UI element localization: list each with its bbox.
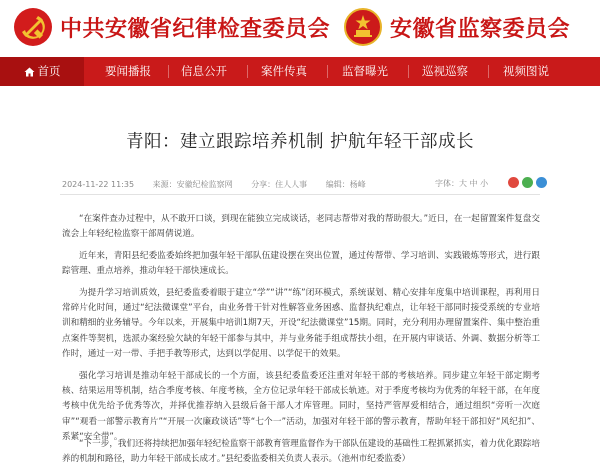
article-paragraph: “在案件查办过程中，从不敢开口谈，到现在能独立完成谈话，老同志帮带对我的帮助很大。”近日，在一起留置案件复盘交流会上年轻纪检监察干部周倩说道。: [62, 214, 540, 240]
font-size-medium[interactable]: 中: [469, 179, 478, 188]
article-meta: [62, 179, 382, 190]
font-size-control: [435, 178, 488, 189]
meta-divider: [60, 194, 540, 195]
nav-news[interactable]: 要闻播报: [105, 64, 151, 78]
font-size-large[interactable]: 大: [459, 179, 467, 188]
article-title: 青阳：建立跟踪培养机制 护航年轻干部成长: [125, 132, 475, 152]
font-size-label: 字体：: [435, 179, 459, 188]
discipline-commission-title: 中共安徽省纪律检查委员会: [60, 16, 331, 42]
home-icon: [24, 67, 35, 77]
article-source: 来源：安徽纪检监察网: [152, 180, 233, 189]
wechat-icon[interactable]: [522, 177, 533, 188]
article-editor: 编辑：杨峰: [325, 180, 366, 189]
main-nav: [0, 57, 600, 86]
nav-info-disclosure[interactable]: 信息公开: [181, 64, 227, 78]
article-paragraph: 强化学习培训是推动年轻干部成长的一个方面，该县纪委监委还注重对年轻干部的考核培养。同步建立年轻干部定期考核、结果运用等机制，结合季度考核、年度考核，全方位记录年轻干部成长轨迹。对于季度考核均为优秀的年轻干部，在年度考核中优先给予优秀等次，并择优推荐纳入县级后备干部人才库管理。同时，坚持严管厚爱相结合，通过组织“旁听一次庭审”“观看一部警示教育片”“开展一次廉政谈话”等“七个一”活动，加强对年轻干部的警示教育，帮助年轻干部扣好“风纪扣”、系紧“安全带”。: [62, 371, 540, 442]
party-emblem-icon: [14, 8, 52, 46]
publish-date: 2024-11-22 11:35: [62, 180, 135, 189]
weibo-icon[interactable]: [508, 177, 519, 188]
article-paragraph: “下一步，我们还将持续把加强年轻纪检监察干部教育管理监督作为干部队伍建设的基础性工程抓紧抓实，着力优化跟踪培养的机制和路径，助力年轻干部成长成才。”县纪委监委相关负责人表示。（池州市纪委监委）: [62, 439, 540, 465]
article-paragraph: 近年来，青阳县纪委监委始终把加强年轻干部队伍建设摆在突出位置，通过传帮带、学习培训、实践锻炼等形式，进行跟踪管理、重点培养，推动年轻干部快速成长。: [62, 251, 540, 277]
article-paragraph: 为提升学习培训质效，县纪委监委着眼于建立“学”“讲”“练”闭环模式，系统谋划、精心安排年度集中培训课程，再利用日常碎片化时间，通过“纪法微课堂”平台，由业务骨干针对性解答业务困惑、监督执纪难点，让年轻干部同时接受系统的专业培训和精细的业务辅导。今年以来，开展集中培训1期7天，开设“纪法微课堂”15期。同时，充分利用办理留置案件、集中整治重点案件等契机，选派办案经验欠缺的年轻干部参与其中，并与业务能手组成帮扶小组，在开展内审谈话、外调、数据分析等工作时，通过一对一带、手把手教等形式，达到以学促用、以学促干的效果。: [62, 288, 540, 359]
supervisory-commission-title: 安徽省监察委员会: [390, 16, 571, 42]
nav-video[interactable]: 视频图说: [503, 64, 549, 78]
nav-case-report[interactable]: 案件传真: [261, 64, 307, 78]
nav-home[interactable]: [0, 57, 84, 86]
nav-exposure[interactable]: 监督曝光: [342, 64, 388, 78]
site-header: [0, 0, 600, 57]
qq-icon[interactable]: [536, 177, 547, 188]
national-emblem-icon: [344, 8, 382, 46]
nav-inspection[interactable]: 巡视巡察: [422, 64, 468, 78]
article-share-info: 分享：住人人事: [251, 180, 308, 189]
font-size-small[interactable]: 小: [480, 179, 489, 188]
nav-home-label: 首页: [37, 64, 61, 78]
